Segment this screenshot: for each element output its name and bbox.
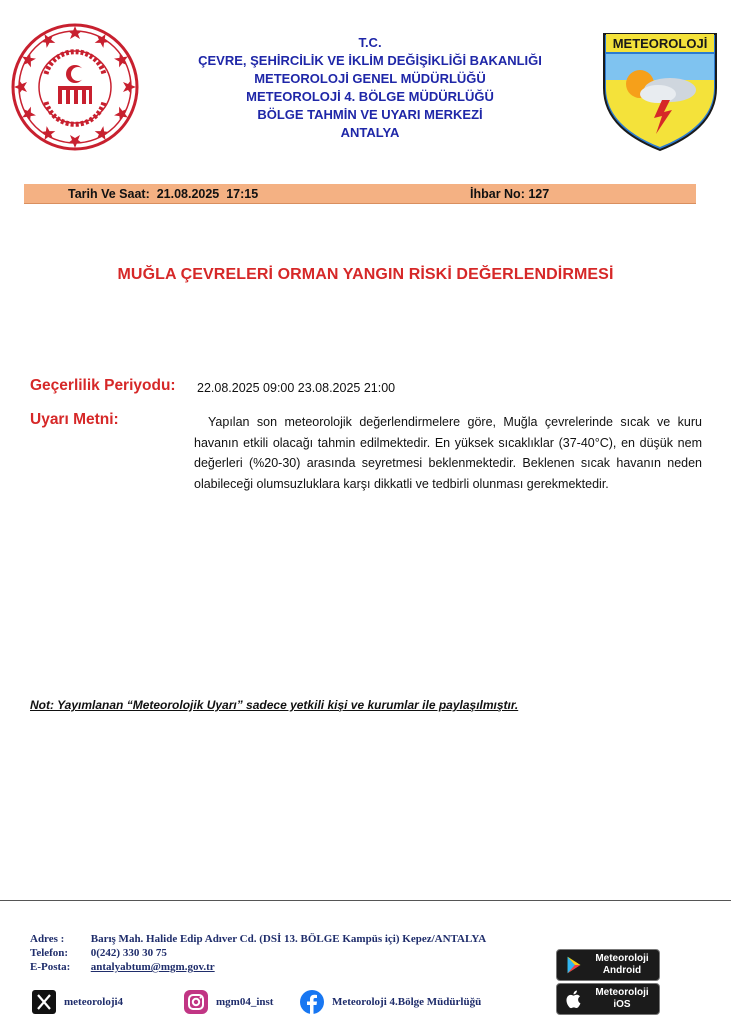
x-handle: meteoroloji4	[64, 996, 124, 1008]
android-badge-platform: Android	[602, 965, 642, 976]
time-value: 17:15	[226, 187, 259, 201]
header-line-city: ANTALYA	[340, 125, 400, 140]
ios-app-badge[interactable]	[556, 983, 660, 1015]
footer-phone	[30, 947, 167, 959]
header-line-ministry: ÇEVRE, ŞEHİRCİLİK VE İKLİM DEĞİŞİKLİĞİ BAKANLIĞI	[198, 53, 542, 68]
header-line-directorate: METEOROLOJİ GENEL MÜDÜRLÜĞÜ	[254, 71, 486, 86]
distribution-note: Not: Yayımlanan “Meteorolojik Uyarı” sadece yetkili kişi ve kurumlar ile paylaşılmıştır.	[30, 698, 519, 712]
header-line-tc: T.C.	[358, 35, 382, 50]
date-value: 21.08.2025	[156, 187, 220, 201]
android-badge-title: Meteoroloji	[595, 953, 649, 964]
ios-badge-platform: iOS	[613, 999, 631, 1010]
ministry-seal-logo	[10, 22, 140, 152]
social-instagram[interactable]	[184, 988, 273, 1016]
play-store-icon	[563, 954, 585, 976]
ministry-header	[150, 34, 590, 142]
date-time-label: Tarih Ve Saat:	[68, 187, 150, 201]
meteoroloji-shield-logo	[600, 30, 720, 152]
footer-address	[30, 933, 486, 945]
document-title: MUĞLA ÇEVRELERİ ORMAN YANGIN RİSKİ DEĞERLENDİRMESİ	[117, 266, 614, 283]
validity-period-label: Geçerlilik Periyodu:	[30, 377, 176, 394]
svg-text:METEOROLOJİ: METEOROLOJİ	[612, 36, 708, 51]
warning-text-label: Uyarı Metni:	[30, 411, 119, 428]
date-time	[68, 187, 258, 201]
validity-period-value: 22.08.2025 09:00 23.08.2025 21:00	[197, 381, 396, 395]
address-label: Adres :	[30, 933, 65, 945]
x-icon	[32, 990, 56, 1014]
facebook-icon	[300, 990, 324, 1014]
facebook-page-name: Meteoroloji 4.Bölge Müdürlüğü	[332, 996, 482, 1008]
instagram-icon	[184, 990, 208, 1014]
footer-divider	[0, 900, 731, 901]
ihbar-number: İhbar No: 127	[470, 187, 550, 201]
social-x[interactable]	[32, 988, 123, 1016]
email-label: E-Posta:	[30, 961, 71, 973]
header-line-region: METEOROLOJİ 4. BÖLGE MÜDÜRLÜĞÜ	[246, 89, 494, 104]
android-app-badge[interactable]	[556, 949, 660, 981]
footer-email	[30, 961, 215, 973]
address-value: Barış Mah. Halide Edip Adıver Cd. (DSİ 13. BÖLGE Kampüs içi) Kepez/ANTALYA	[90, 933, 487, 945]
phone-label: Telefon:	[30, 947, 69, 959]
instagram-handle: mgm04_inst	[216, 996, 274, 1008]
social-facebook[interactable]	[300, 988, 481, 1016]
date-bar	[24, 184, 696, 204]
apple-icon	[563, 988, 585, 1010]
header-line-center: BÖLGE TAHMİN VE UYARI MERKEZİ	[257, 107, 483, 122]
email-link[interactable]: antalyabtum@mgm.gov.tr	[90, 961, 215, 973]
warning-text-body: Yapılan son meteorolojik değerlendirmelere göre, Muğla çevrelerinde sıcak ve kuru havanın etkili olacağı tahmin edilmektedir. En yüksek sıcaklıklar (37-40°C), en düşük nem değerleri (%20-30) arasında seyretmesi beklenmektedir. Beklenen sıcak havanın neden olabileceği olumsuzluklara karşı dikkatli ve tedbirli olunması gerekmektedir.	[194, 415, 702, 491]
phone-value: 0(242) 330 30 75	[90, 947, 167, 959]
ios-badge-title: Meteoroloji	[595, 987, 649, 998]
